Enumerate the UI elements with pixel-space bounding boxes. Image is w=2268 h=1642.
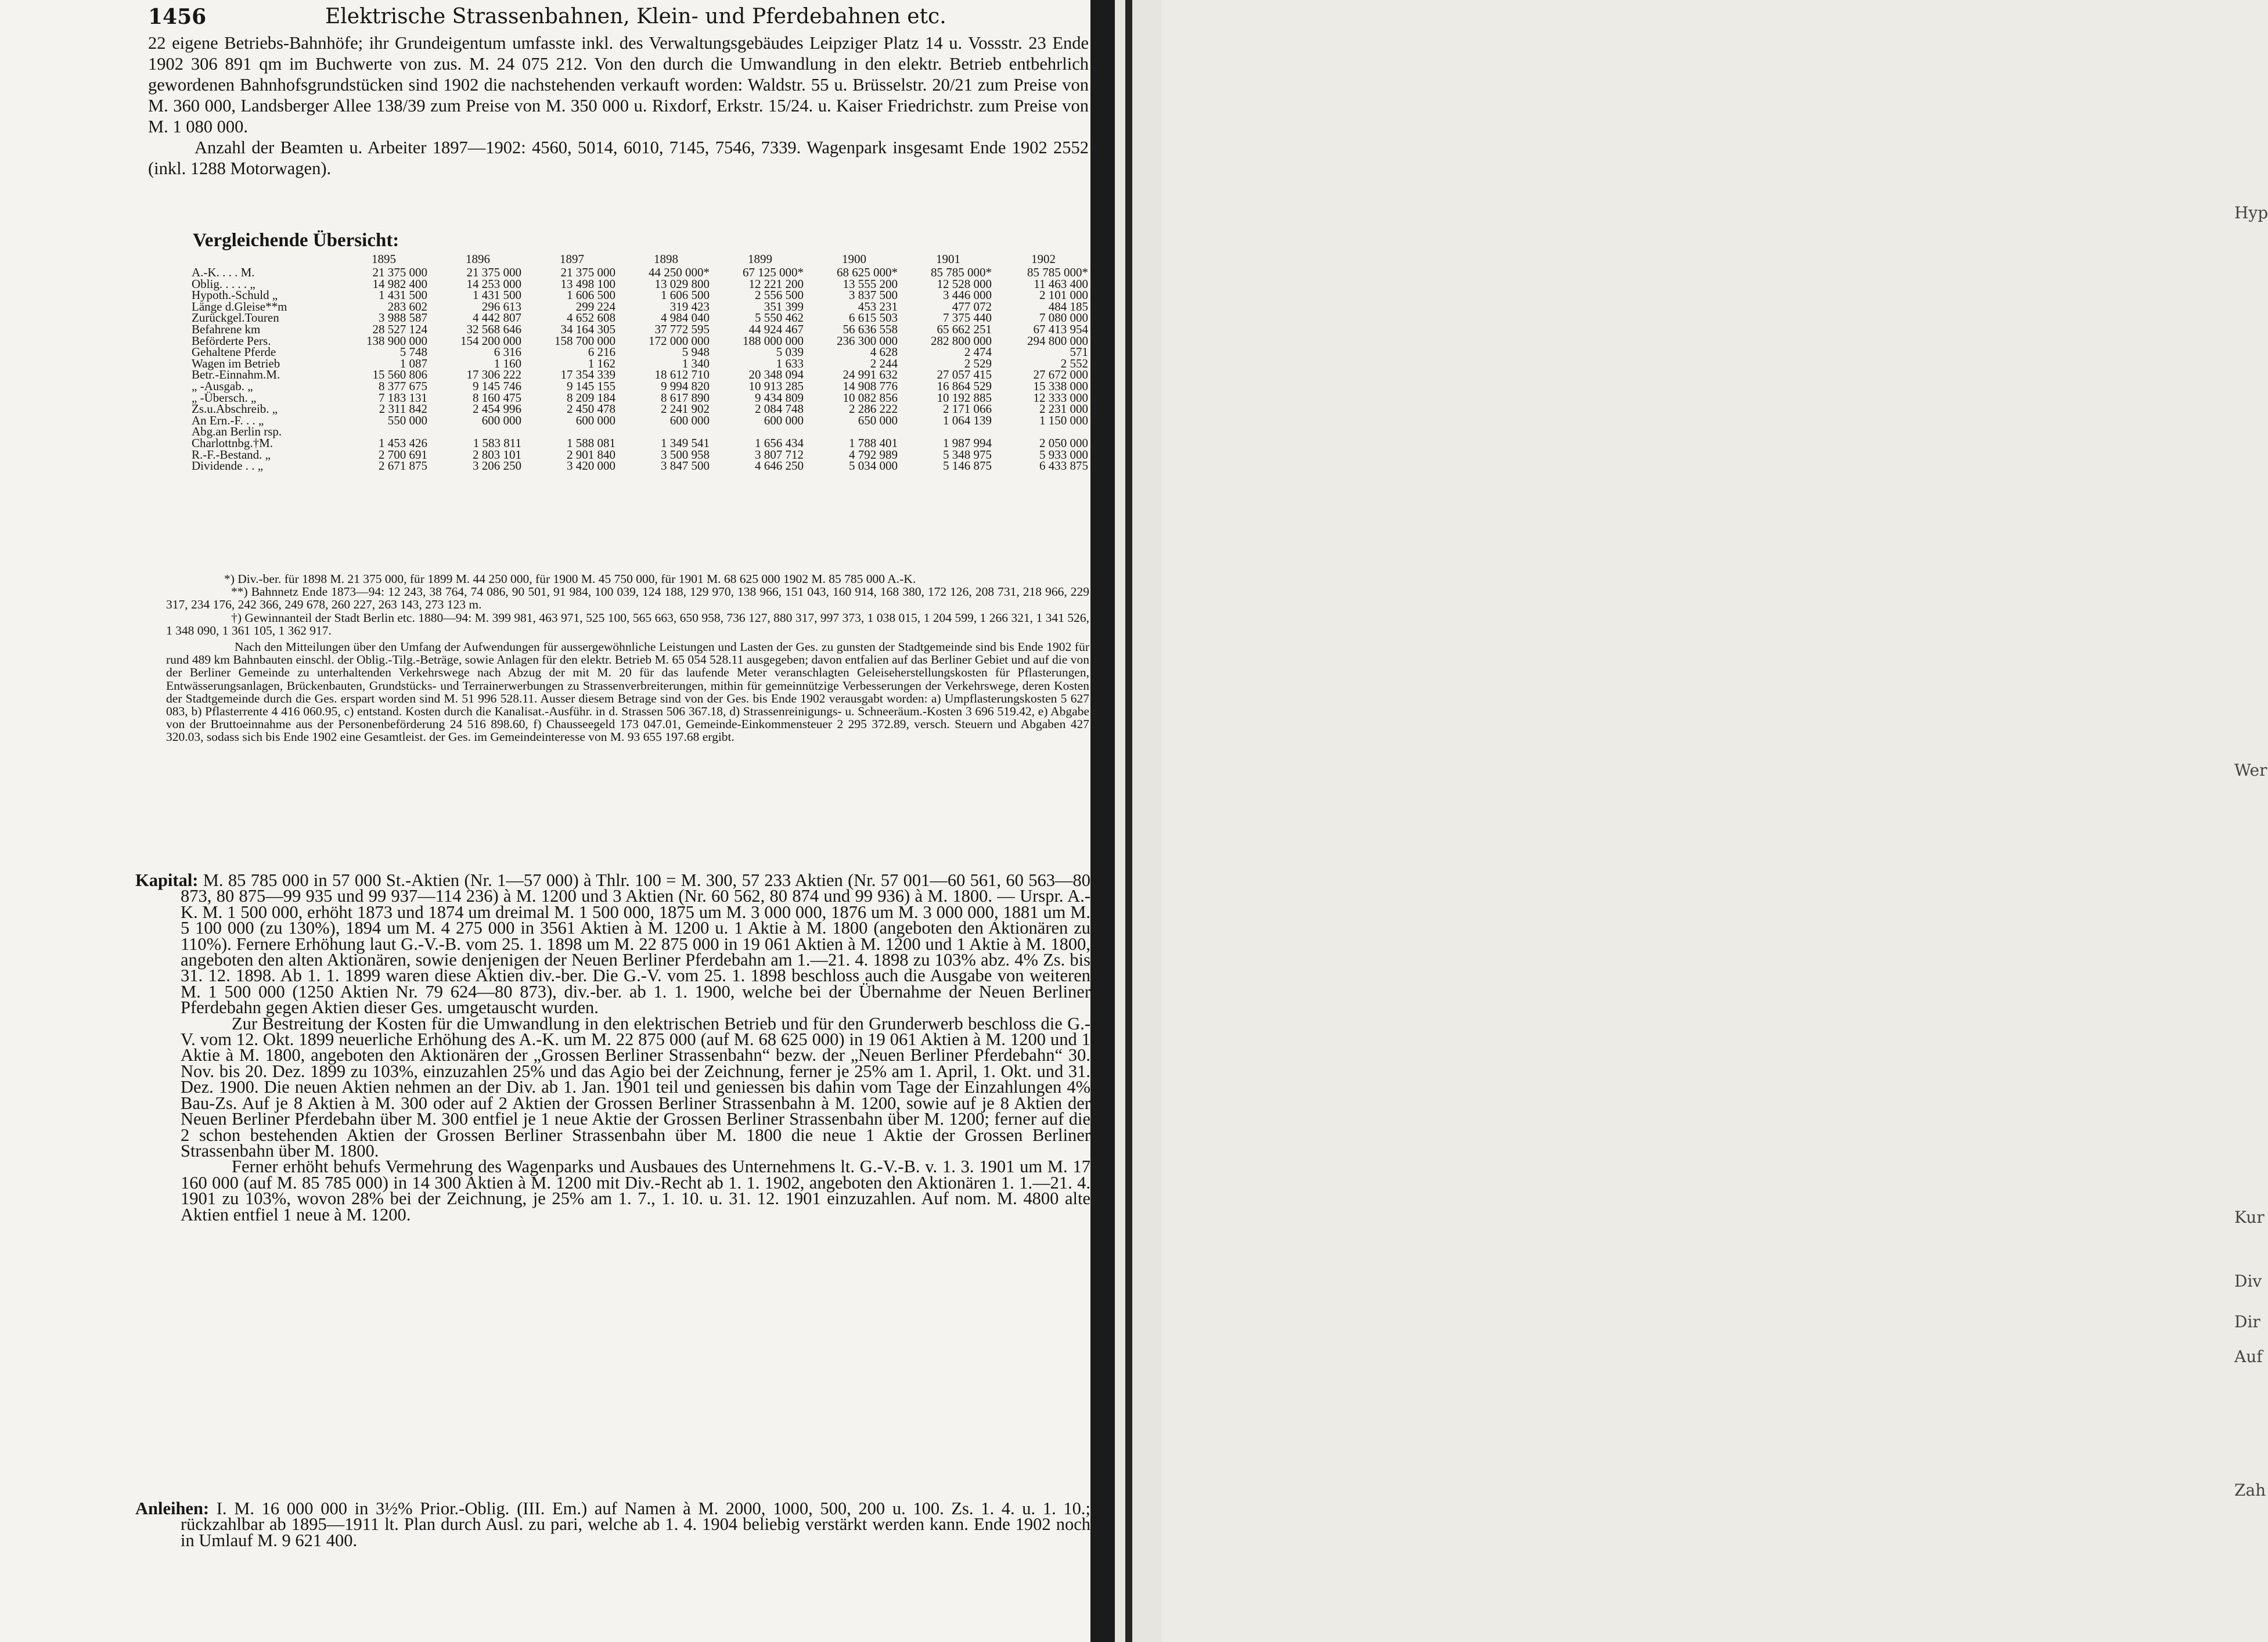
table-cell: 6 615 503 [849, 311, 898, 325]
table-cell: 44 250 000* [649, 265, 710, 279]
row-label: Abg.an Berlin rsp. [192, 424, 282, 439]
year-header: 1901 [936, 252, 960, 267]
table-cell: 1 087 [399, 356, 427, 370]
adjacent-page-edge [1115, 0, 2268, 1642]
table-cell: 2 050 000 [1039, 435, 1088, 450]
table-cell: 1 606 500 [661, 288, 710, 303]
table-cell: 158 700 000 [555, 333, 615, 348]
notes-paragraph: Nach den Mitteilungen über den Umfang der Aufwendungen für aussergewöhnliche Leistungen und Lasten der Ges. zu gunsten der Stadtgemeinde sind bis Ende 1902 für rund 489 km Bahnbauten einschl. der Oblig.-Tilg.-Beträge, sowie Anlagen für den elektr. Betrieb M. 65 054 528.11 ausgegeben; davon entfalien auf das Berliner Gebiet und auf die von der Berliner Gemeinde zu unterhaltenden Verkehrswege nach Abzug der mit M. 20 für das laufende Meter veranschlagten Geleiseherstellungskosten für Pflasterungen, Entwässerungsanlagen, Brückenbauten, Grundstücks- und Terrainerwerbungen zu Strassenverbreiterungen, mithin für gemeinnützige Verbesserungen der Verkehrswege, deren Kosten der Stadtgemeinde durch die Ges. erspart worden sind M. 51 996 528.11. Ausser diesem Betrage sind von der Ges. bis Ende 1902 verausgabt worden: a) Umpflasterungskosten 5 627 083, b) Pflasterrente 4 416 060.95, c) entstand. Kosten durch die Kanalisat.-Ausführ. in d. Strassen 506 367.18, d) Strassenreinigungs- u. Schneeräum.-Kosten 3 696 519.42, e) Abgabe von der Bruttoeinnahme aus der Personenbeförderung 24 516 898.60, f) Chausseegeld 173 047.01, Gemeinde-Einkommensteuer 2 295 372.89, versch. Steuern und Abgaben 427 320.03, sodass sich bis Ende 1902 eine Gesamtleist. der Ges. im Gemeindeinteresse von M. 93 655 197.68 ergibt. [166, 640, 1089, 744]
year-header: 1896 [466, 252, 490, 267]
page-shadow [1125, 0, 1132, 1642]
table-cell: 9 994 820 [661, 379, 710, 393]
table-cell: 65 662 251 [937, 322, 992, 336]
margin-fragment: Dir [2234, 1312, 2260, 1331]
table-cell: 85 785 000* [931, 265, 992, 279]
table-row [192, 460, 1092, 472]
table-cell: 2 901 840 [567, 447, 615, 462]
table-cell: 282 800 000 [931, 333, 992, 348]
kapital-paragraph-2: Zur Bestreitung der Kosten für die Umwandlung in den elektrischen Betrieb und für den Grunderwerb beschloss die G.-V. vom 12. Okt. 1899 neuerliche Erhöhung des A.-K. um M. 22 875 000 (auf M. 68 625 000) in 19 061 Aktien à M. 1200 und 1 Aktie à M. 1800, angeboten den Aktionären der „Grossen Berliner Strassenbahn“ bezw. der „Neuen Berliner Pferdebahn“ 30. Nov. bis 20. Dez. 1899 zu 103%, einzuzahlen 25% und das Agio bei der Zeichnung, ferner je 25% am 1. April, 1. Okt. und 31. Dez. 1900. Die neuen Aktien nehmen an der Div. ab 1. Jan. 1901 teil und geniessen bis dahin vom Tage der Einzahlungen 4% Bau-Zs. Auf je 8 Aktien à M. 300 oder auf 2 Aktien der Grossen Berliner Strassenbahn à M. 1200, sowie auf je 8 Aktien der Neuen Berliner Pferdebahn über M. 300 entfiel je 1 neue Aktie der Grossen Berliner Strassenbahn über M. 1200; ferner auf die 2 schon bestehenden Aktien der Grossen Berliner Strassenbahn über M. 1800 die neue 1 Aktie der Grossen Berliner Strassenbahn über M. 1800. [181, 1013, 1090, 1161]
table-cell: 10 913 285 [748, 379, 804, 393]
table-cell: 10 192 885 [937, 390, 992, 405]
footnotes [166, 572, 1089, 744]
table-cell: 2 529 [964, 356, 992, 370]
table-cell: 1 588 081 [567, 435, 615, 450]
table-cell: 1 606 500 [567, 288, 615, 303]
table-cell: 2 474 [964, 345, 992, 359]
table-cell: 600 000 [669, 413, 710, 427]
table-cell: 453 231 [858, 299, 898, 314]
table-cell: 32 568 646 [466, 322, 521, 336]
table-cell: 1 162 [588, 356, 615, 370]
table-cell: 1 340 [682, 356, 710, 370]
year-header: 1898 [654, 252, 678, 267]
table-cell: 1 431 500 [473, 288, 521, 303]
table-cell: 172 000 000 [649, 333, 710, 348]
table-cell: 14 908 776 [843, 379, 898, 393]
table-cell: 3 206 250 [473, 459, 521, 473]
page-header [148, 5, 1077, 34]
row-label: Gehaltene Pferde [192, 345, 276, 359]
table-cell: 1 453 426 [379, 435, 427, 450]
table-cell: 2 454 996 [473, 402, 521, 416]
table-cell: 17 306 222 [466, 368, 521, 382]
row-label: Oblig. . . . . „ [192, 276, 255, 291]
table-cell: 4 646 250 [755, 459, 804, 473]
page-number: 1456 [148, 5, 207, 29]
table-cell: 9 145 155 [567, 379, 615, 393]
table-cell: 1 064 139 [943, 413, 992, 427]
table-cell: 8 377 675 [379, 379, 427, 393]
table-cell: 4 652 608 [567, 311, 615, 325]
margin-fragment: Wer [2234, 761, 2267, 780]
intro-paragraph-2: Anzahl der Beamten u. Arbeiter 1897—1902: 4560, 5014, 6010, 7145, 7546, 7339. Wagenpark insgesamt Ende 1902 2552 (inkl. 1288 Motorwagen). [148, 138, 1089, 178]
table-cell: 14 982 400 [372, 276, 427, 291]
table-cell: 37 772 595 [654, 322, 710, 336]
table-cell: 1 150 000 [1039, 413, 1088, 427]
table-cell: 4 628 [870, 345, 898, 359]
table-row [192, 347, 1092, 358]
table-cell: 600 000 [575, 413, 615, 427]
table-cell: 2 803 101 [473, 447, 521, 462]
table-cell: 21 375 000 [466, 265, 521, 279]
row-label: Betr.-Einnahm.M. [192, 368, 280, 382]
table-cell: 12 333 000 [1033, 390, 1088, 405]
year-header: 1897 [560, 252, 584, 267]
year-header: 1899 [748, 252, 772, 267]
book-page [0, 0, 1092, 1642]
table-cell: 5 748 [399, 345, 427, 359]
table-cell: 28 527 124 [372, 322, 427, 336]
table-cell: 2 556 500 [755, 288, 804, 303]
book-gutter [1090, 0, 1115, 1642]
table-cell: 34 164 305 [560, 322, 615, 336]
table-cell: 5 550 462 [755, 311, 804, 325]
margin-fragment: Auf [2234, 1347, 2263, 1366]
table-cell: 9 434 809 [755, 390, 804, 405]
table-cell: 3 988 587 [379, 311, 427, 325]
table-cell: 351 399 [764, 299, 804, 314]
table-cell: 1 656 434 [755, 435, 804, 450]
row-label: „ -Übersch. „ [192, 390, 257, 405]
table-cell: 2 231 000 [1039, 402, 1088, 416]
table-cell: 571 [1070, 345, 1088, 359]
table-cell: 296 613 [481, 299, 521, 314]
table-cell: 2 241 902 [661, 402, 710, 416]
row-label: Wagen im Betrieb [192, 356, 280, 370]
table-cell: 1 788 401 [849, 435, 898, 450]
row-label: R.-F.-Bestand. „ [192, 447, 271, 462]
margin-fragment: Zah [2234, 1481, 2266, 1500]
kapital-text: M. 85 785 000 in 57 000 St.-Aktien (Nr. 1—57 000) à Thlr. 100 = M. 300, 57 233 Aktien (Nr. 57 001—60 561, 60 563—80 873, 80 875—99 935 und 99 937—114 236) à M. 1200 und 3 Aktien (Nr. 60 562, 80 874 und 99 936) à M. 1800. — Urspr. A.-K. M. 1 500 000, erhöht 1873 und 1874 um dreimal M. 1 500 000, 1875 um M. 3 000 000, 1876 um M. 3 000 000, 1881 um M. 5 100 000 (zu 130%), 1894 um M. 4 275 000 in 3561 Aktien à M. 1200 u. 1 Aktie à M. 1800 (angeboten den Aktionären zu 110%). Fernere Erhöhung laut G.-V.-B. vom 25. 1. 1898 um M. 22 875 000 in 19 061 Aktien à M. 1200 und 1 Aktie à M. 1800, angeboten den alten Aktionären, sowie denjenigen der Neuen Berliner Pferdebahn am 1.—21. 4. 1898 zu 103% abz. 4% Zs. bis 31. 12. 1898. Ab 1. 1. 1899 waren diese Aktien div.-ber. Die G.-V. vom 25. 1. 1898 beschloss auch die Ausgabe von weiteren M. 1 500 000 (1250 Aktien Nr. 79 624—80 873), div.-ber. ab 1. 1. 1900, welche bei der Übernahme der Neuen Berliner Pferdebahn gegen Aktien dieser Ges. umgetauscht wurden. [181, 870, 1090, 1018]
footnote-city-share: †) Gewinnanteil der Stadt Berlin etc. 1880—94: M. 399 981, 463 971, 525 100, 565 663, 650 958, 736 127, 880 317, 997 373, 1 038 015, 1 204 599, 1 266 321, 1 341 526, 1 348 090, 1 361 105, 1 362 917. [166, 610, 1089, 638]
table-cell: 21 375 000 [560, 265, 615, 279]
table-cell: 17 354 339 [560, 368, 615, 382]
table-cell: 5 039 [776, 345, 804, 359]
table-cell: 20 348 094 [748, 368, 804, 382]
table-cell: 16 864 529 [937, 379, 992, 393]
table-cell: 8 209 184 [567, 390, 615, 405]
table-cell: 2 700 691 [379, 447, 427, 462]
table-cell: 5 146 875 [943, 459, 992, 473]
table-cell: 6 316 [494, 345, 521, 359]
table-cell: 13 555 200 [843, 276, 898, 291]
table-cell: 154 200 000 [460, 333, 521, 348]
table-cell: 7 183 131 [379, 390, 427, 405]
table-cell: 15 338 000 [1033, 379, 1088, 393]
table-cell: 10 082 856 [843, 390, 898, 405]
table-row [192, 336, 1092, 347]
table-cell: 1 160 [494, 356, 521, 370]
table-cell: 3 837 500 [849, 288, 898, 303]
table-cell: 67 125 000* [743, 265, 804, 279]
table-cell: 56 636 558 [843, 322, 898, 336]
table-cell: 18 612 710 [654, 368, 710, 382]
year-header: 1895 [372, 252, 396, 267]
table-row [192, 415, 1092, 427]
table-cell: 24 991 632 [843, 368, 898, 382]
table-cell: 2 311 842 [379, 402, 427, 416]
table-cell: 7 080 000 [1039, 311, 1088, 325]
table-cell: 5 348 975 [943, 447, 992, 462]
table-cell: 21 375 000 [372, 265, 427, 279]
kapital-section [135, 870, 1090, 1225]
row-label: Befahrene km [192, 322, 261, 336]
comparison-heading: Vergleichende Übersicht: [193, 230, 399, 251]
table-cell: 27 057 415 [937, 368, 992, 382]
table-cell: 3 500 958 [661, 447, 710, 462]
table-cell: 12 528 000 [937, 276, 992, 291]
table-cell: 12 221 200 [748, 276, 804, 291]
anleihen-text: I. M. 16 000 000 in 3½% Prior.-Oblig. (III. Em.) auf Namen à M. 2000, 1000, 500, 200 u. 100. Zs. 1. 4. u. 1. 10.; rückzahlbar ab 1895—1911 lt. Plan durch Ausl. zu pari, welche ab 1. 4. 1904 beliebig verstärkt werden kann. Ende 1902 noch in Umlauf M. 9 621 400. [181, 1499, 1090, 1550]
table-cell: 85 785 000* [1027, 265, 1088, 279]
row-label: Beförderte Pers. [192, 333, 271, 348]
table-cell: 477 072 [952, 299, 992, 314]
row-label: Länge d.Gleise**m [192, 299, 287, 314]
table-cell: 1 349 541 [661, 435, 710, 450]
table-cell: 236 300 000 [837, 333, 898, 348]
table-cell: 283 602 [387, 299, 427, 314]
table-cell: 2 101 000 [1039, 288, 1088, 303]
table-cell: 3 446 000 [943, 288, 992, 303]
table-cell: 4 442 807 [473, 311, 521, 325]
row-label: Dividende . . „ [192, 459, 264, 473]
kapital-paragraph-3: Ferner erhöht behufs Vermehrung des Wagenparks und Ausbaues des Unternehmens lt. G.-V.-B. v. 1. 3. 1901 um M. 17 160 000 (auf M. 85 785 000) in 14 300 Aktien à M. 1200 mit Div.-Recht ab 1. 1. 1902, angeboten den Aktionären 1. 1.—21. 4. 1901 zu 103%, wovon 28% bei der Zeichnung, je 25% am 1. 7., 1. 10. u. 31. 12. 1901 einzuzahlen. Auf nom. M. 4800 alte Aktien entfiel 1 neue à M. 1200. [181, 1157, 1090, 1225]
kapital-label: Kapital: [135, 870, 199, 890]
margin-fragment: Hyp [2234, 203, 2268, 222]
table-cell: 6 216 [588, 345, 615, 359]
table-cell: 6 433 875 [1039, 459, 1088, 473]
table-cell: 2 171 066 [943, 402, 992, 416]
table-cell: 138 900 000 [366, 333, 427, 348]
margin-fragment: Kur [2234, 1208, 2265, 1227]
row-label: Hypoth.-Schuld „ [192, 288, 278, 303]
table-cell: 600 000 [481, 413, 521, 427]
table-cell: 4 984 040 [661, 311, 710, 325]
table-cell: 299 224 [575, 299, 615, 314]
table-cell: 3 807 712 [755, 447, 804, 462]
table-cell: 5 034 000 [849, 459, 898, 473]
table-cell: 3 420 000 [567, 459, 615, 473]
row-label: Zurückgel.Touren [192, 311, 279, 325]
table-cell: 2 450 478 [567, 402, 615, 416]
table-cell: 319 423 [669, 299, 710, 314]
table-cell: 67 413 954 [1033, 322, 1088, 336]
table-cell: 14 253 000 [466, 276, 521, 291]
anleihen-section [135, 1501, 1090, 1549]
footnote-network: **) Bahnnetz Ende 1873—94: 12 243, 38 764, 74 086, 90 501, 91 984, 100 039, 124 188, 129 970, 138 966, 151 043, 160 914, 168 380, 172 126, 208 731, 218 966, 229 317, 234 176, 242 366, 249 678, 260 227, 263 143, 273 123 m. [166, 585, 1089, 612]
table-cell: 13 498 100 [560, 276, 615, 291]
table-cell: 27 672 000 [1033, 368, 1088, 382]
table-cell: 8 160 475 [473, 390, 521, 405]
intro-paragraph-1: 22 eigene Betriebs-Bahnhöfe; ihr Grundeigentum umfasste inkl. des Verwaltungsgebäudes Leipziger Platz 14 u. Vossstr. 23 Ende 1902 306 891 qm im Buchwerte von zus. M. 24 075 212. Von den durch die Umwandlung in den elektr. Betrieb entbehrlich gewordenen Bahnhofsgrundstücken sind 1902 die nachstehenden verkauft worden: Waldstr. 55 u. Brüsselstr. 20/21 zum Preise von M. 360 000, Landsberger Allee 138/39 zum Preise von M. 350 000 u. Rixdorf, Erkstr. 15/24. u. Kaiser Friedrichstr. zum Preise von M. 1 080 000. [148, 33, 1089, 136]
table-cell: 9 145 746 [473, 379, 521, 393]
table-cell: 3 847 500 [661, 459, 710, 473]
table-cell: 1 987 994 [943, 435, 992, 450]
table-cell: 2 244 [870, 356, 898, 370]
intro-text [148, 33, 1089, 179]
row-label: An Ern.-F. . . „ [192, 413, 264, 427]
margin-fragment: Div [2234, 1272, 2262, 1291]
table-cell: 188 000 000 [743, 333, 804, 348]
table-cell: 11 463 400 [1034, 276, 1088, 291]
row-label: Zs.u.Abschreib. „ [192, 402, 278, 416]
year-header: 1902 [1031, 252, 1056, 267]
kapital-paragraph [135, 870, 1090, 1018]
table-cell: 484 185 [1048, 299, 1088, 314]
table-cell: 15 560 806 [372, 368, 427, 382]
table-cell: 13 029 800 [654, 276, 710, 291]
comparison-table [192, 252, 1092, 472]
table-cell: 550 000 [387, 413, 427, 427]
table-cell: 650 000 [858, 413, 898, 427]
table-cell: 68 625 000* [837, 265, 898, 279]
table-cell: 5 948 [682, 345, 710, 359]
row-label: „ -Ausgab. „ [192, 379, 253, 393]
table-cell: 44 924 467 [748, 322, 804, 336]
table-cell: 7 375 440 [943, 311, 992, 325]
table-cell: 1 633 [776, 356, 804, 370]
anleihen-label: Anleihen: [135, 1499, 210, 1518]
table-cell: 4 792 989 [849, 447, 898, 462]
table-cell: 2 084 748 [755, 402, 804, 416]
running-title: Elektrische Strassenbahnen, Klein- und Pferdebahnen etc. [325, 5, 946, 28]
anleihen-paragraph [135, 1501, 1090, 1549]
row-label: Charlottnbg.†M. [192, 435, 273, 450]
table-cell: 1 583 811 [473, 435, 521, 450]
table-cell: 1 431 500 [379, 288, 427, 303]
table-cell: 2 286 222 [849, 402, 898, 416]
table-cell: 2 552 [1060, 356, 1088, 370]
table-cell: 600 000 [764, 413, 804, 427]
table-cell: 5 933 000 [1039, 447, 1088, 462]
table-cell: 294 800 000 [1027, 333, 1088, 348]
table-cell: 2 671 875 [379, 459, 427, 473]
row-label: A.-K. . . . M. [192, 265, 255, 279]
year-header: 1900 [842, 252, 866, 267]
footnote-dividend: *) Div.-ber. für 1898 M. 21 375 000, für 1899 M. 44 250 000, für 1900 M. 45 750 000, für 1901 M. 68 625 000 1902 M. 85 785 000 A.-K. [224, 572, 916, 586]
table-cell: 8 617 890 [661, 390, 710, 405]
